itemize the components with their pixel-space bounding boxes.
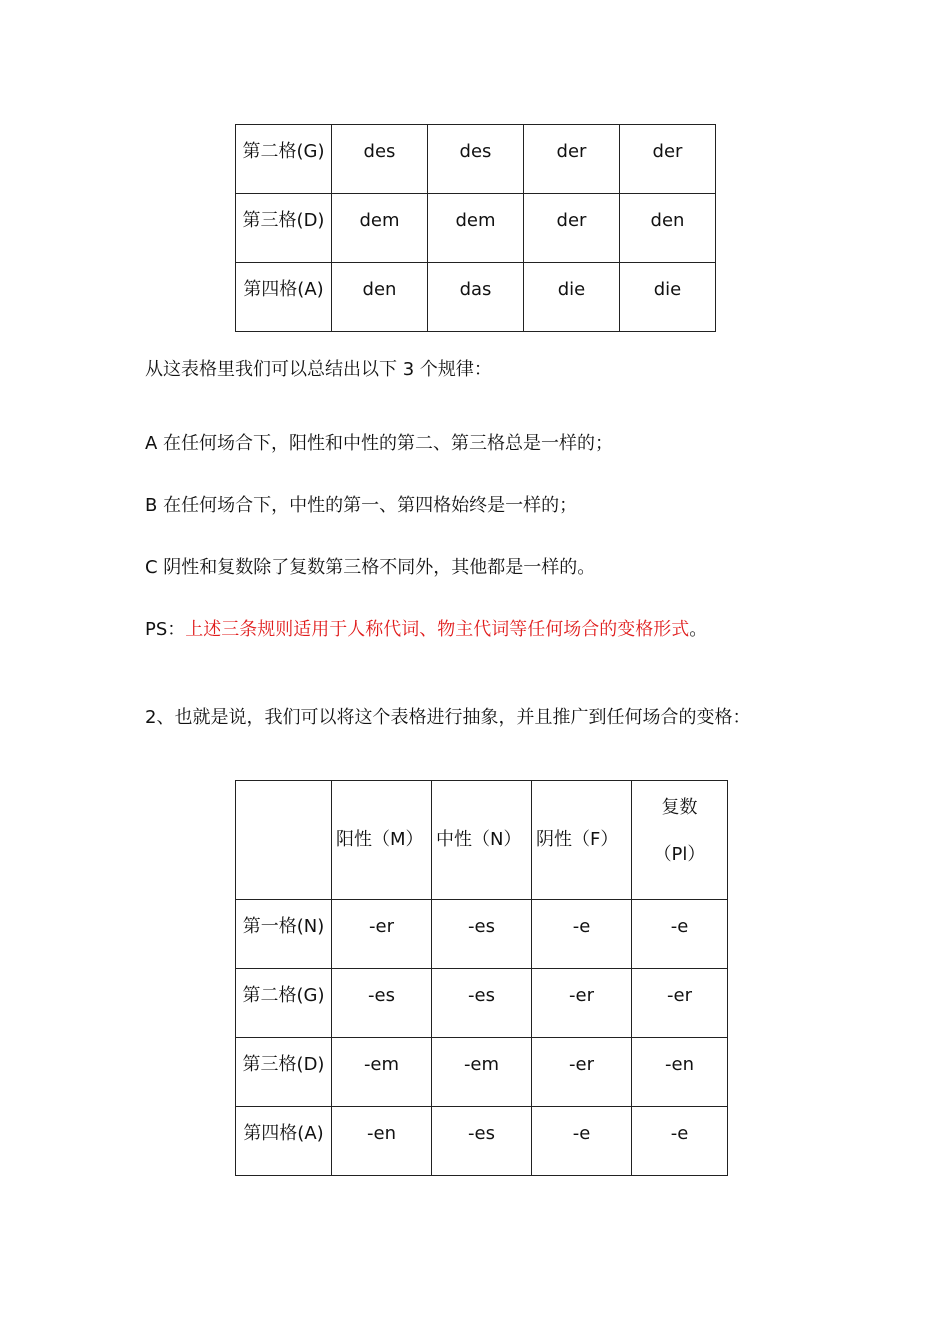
section-2-paragraph: 2、也就是说，我们可以将这个表格进行抽象，并且推广到任何场合的变格： (145, 707, 751, 728)
ending-declension-table (235, 780, 728, 1176)
table-cell: dem (332, 194, 428, 263)
table-cell: -en (332, 1107, 432, 1176)
row-label: 第二格(G) (236, 969, 332, 1038)
rule-b-paragraph: B 在任何场合下，中性的第一、第四格始终是一样的； (145, 495, 578, 516)
table-row (236, 125, 716, 194)
table-cell: -em (332, 1038, 432, 1107)
table-cell: des (332, 125, 428, 194)
table-cell: -es (432, 969, 532, 1038)
row-label: 第三格(D) (236, 194, 332, 263)
table-cell: -e (632, 900, 728, 969)
table-cell: -es (332, 969, 432, 1038)
table-row (236, 969, 728, 1038)
row-label: 第四格(A) (236, 263, 332, 332)
table-row (236, 1038, 728, 1107)
ps-end-punctuation: 。 (689, 619, 708, 640)
header-feminine: 阴性（F） (532, 781, 632, 900)
header-plural-word: 复数 (661, 797, 698, 818)
table-row (236, 1107, 728, 1176)
table-cell: -e (632, 1107, 728, 1176)
table-cell: -er (532, 1038, 632, 1107)
table-cell: -en (632, 1038, 728, 1107)
table-cell: der (524, 125, 620, 194)
table-row (236, 263, 716, 332)
table-cell: -es (432, 1107, 532, 1176)
ps-note (145, 621, 707, 639)
article-declension-table (235, 124, 716, 332)
table-row (236, 194, 716, 263)
table-cell: -e (532, 1107, 632, 1176)
table-cell: -er (332, 900, 432, 969)
table-row (236, 900, 728, 969)
header-plural (632, 781, 728, 900)
table-cell: -em (432, 1038, 532, 1107)
table-cell: -er (532, 969, 632, 1038)
table-cell: den (332, 263, 428, 332)
rule-c-paragraph: C 阴性和复数除了复数第三格不同外，其他都是一样的。 (145, 557, 596, 578)
table-header-row (236, 781, 728, 900)
table-cell: des (428, 125, 524, 194)
header-empty-cell (236, 781, 332, 900)
header-plural-abbr: （Pl） (653, 843, 706, 865)
header-masculine: 阳性（M） (332, 781, 432, 900)
ps-highlight-text: 上述三条规则适用于人称代词、物主代词等任何场合的变格形式 (185, 619, 690, 640)
row-label: 第二格(G) (236, 125, 332, 194)
summary-paragraph: 从这表格里我们可以总结出以下 3 个规律： (145, 359, 492, 380)
row-label: 第四格(A) (236, 1107, 332, 1176)
table-cell: dem (428, 194, 524, 263)
table-cell: der (524, 194, 620, 263)
table-cell: die (524, 263, 620, 332)
row-label: 第一格(N) (236, 900, 332, 969)
table-cell: -es (432, 900, 532, 969)
table-cell: den (620, 194, 716, 263)
table-cell: der (620, 125, 716, 194)
rule-a-paragraph: A 在任何场合下，阳性和中性的第二、第三格总是一样的； (145, 433, 614, 454)
table-cell: -e (532, 900, 632, 969)
ps-label: PS： (145, 619, 186, 640)
header-neuter: 中性（N） (432, 781, 532, 900)
table-cell: das (428, 263, 524, 332)
row-label: 第三格(D) (236, 1038, 332, 1107)
table-cell: die (620, 263, 716, 332)
table-cell: -er (632, 969, 728, 1038)
